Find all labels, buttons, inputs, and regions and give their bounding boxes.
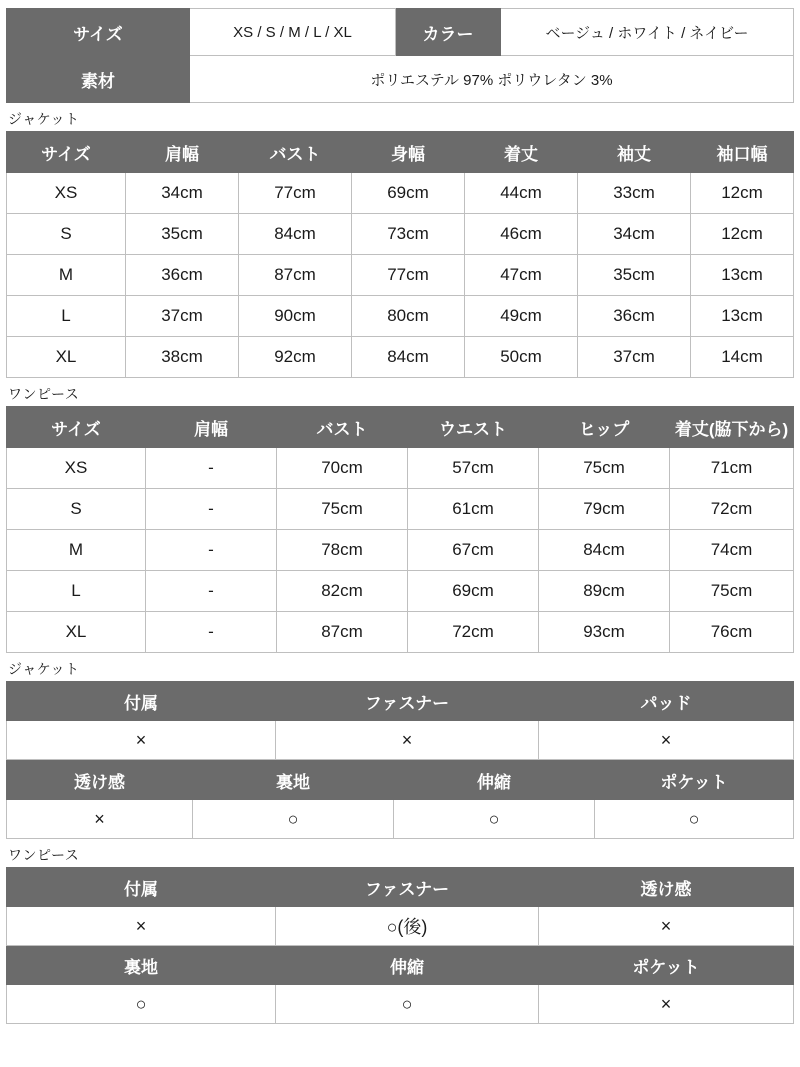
col-header-length: 着丈 <box>465 132 578 173</box>
cell: 70cm <box>277 448 408 489</box>
table-row <box>7 800 794 839</box>
table-row <box>7 721 794 760</box>
table-row <box>7 9 794 56</box>
attr-value-lining: ○ <box>193 800 394 839</box>
spec-color-value: ベージュ / ホワイト / ネイビー <box>501 9 794 56</box>
attr-header-sheer: 透け感 <box>7 761 193 800</box>
cell: 74cm <box>670 530 794 571</box>
attr-value-sheer: × <box>539 907 794 946</box>
cell: 84cm <box>352 337 465 378</box>
attr-value-pocket: ○ <box>595 800 794 839</box>
col-header-sleeve: 袖丈 <box>578 132 691 173</box>
cell: 71cm <box>670 448 794 489</box>
cell: 37cm <box>126 296 239 337</box>
table-header-row <box>7 407 794 448</box>
cell: 57cm <box>408 448 539 489</box>
cell: 72cm <box>408 612 539 653</box>
cell: 44cm <box>465 173 578 214</box>
table-row <box>7 56 794 103</box>
cell: 14cm <box>691 337 794 378</box>
cell: 36cm <box>578 296 691 337</box>
cell: M <box>7 530 146 571</box>
cell: 34cm <box>578 214 691 255</box>
cell: 12cm <box>691 214 794 255</box>
cell: 75cm <box>670 571 794 612</box>
jacket-attrs-label: ジャケット <box>8 661 80 677</box>
cell: 77cm <box>352 255 465 296</box>
cell: 35cm <box>126 214 239 255</box>
attr-value-stretch: ○ <box>276 985 539 1024</box>
spec-color-header: カラー <box>396 9 501 56</box>
cell: 73cm <box>352 214 465 255</box>
cell: XS <box>7 173 126 214</box>
attr-header-stretch: 伸縮 <box>276 946 539 985</box>
table-row <box>7 255 794 296</box>
attr-header-lining: 裏地 <box>7 946 276 985</box>
table-row <box>7 296 794 337</box>
cell: 87cm <box>239 255 352 296</box>
cell: 34cm <box>126 173 239 214</box>
attr-header-sheer: 透け感 <box>539 868 794 907</box>
cell: 47cm <box>465 255 578 296</box>
attr-value-accessory: × <box>7 907 276 946</box>
col-header-hip: ヒップ <box>539 407 670 448</box>
cell: 78cm <box>277 530 408 571</box>
cell: 36cm <box>126 255 239 296</box>
cell: 89cm <box>539 571 670 612</box>
cell: 93cm <box>539 612 670 653</box>
cell: 35cm <box>578 255 691 296</box>
onepiece-size-label: ワンピース <box>8 386 80 402</box>
attr-header-pad: パッド <box>539 682 794 721</box>
col-header-waist: ウエスト <box>408 407 539 448</box>
spec-material-header: 素材 <box>7 56 190 103</box>
attr-header-pocket: ポケット <box>539 946 794 985</box>
attr-value-zipper: × <box>276 721 539 760</box>
cell: 61cm <box>408 489 539 530</box>
cell: 82cm <box>277 571 408 612</box>
cell: XL <box>7 612 146 653</box>
col-header-size: サイズ <box>7 132 126 173</box>
table-header-row <box>7 132 794 173</box>
onepiece-attributes-table <box>6 867 794 1024</box>
table-row <box>7 530 794 571</box>
cell: 72cm <box>670 489 794 530</box>
cell: 69cm <box>408 571 539 612</box>
table-row <box>7 337 794 378</box>
col-header-bust: バスト <box>277 407 408 448</box>
attr-value-sheer: × <box>7 800 193 839</box>
cell: 79cm <box>539 489 670 530</box>
attr-header-accessory: 付属 <box>7 868 276 907</box>
cell: 33cm <box>578 173 691 214</box>
attr-value-stretch: ○ <box>394 800 595 839</box>
cell: 76cm <box>670 612 794 653</box>
spec-size-header: サイズ <box>7 9 190 56</box>
col-header-bust: バスト <box>239 132 352 173</box>
attr-header-accessory: 付属 <box>7 682 276 721</box>
attr-value-lining: ○ <box>7 985 276 1024</box>
col-header-size: サイズ <box>7 407 146 448</box>
cell: S <box>7 214 126 255</box>
cell: 37cm <box>578 337 691 378</box>
attr-header-zipper: ファスナー <box>276 868 539 907</box>
cell: 84cm <box>539 530 670 571</box>
attr-value-zipper: ○(後) <box>276 907 539 946</box>
jacket-attributes-table-2 <box>6 760 794 839</box>
attr-header-stretch: 伸縮 <box>394 761 595 800</box>
table-header-row <box>7 946 794 985</box>
cell: 75cm <box>539 448 670 489</box>
cell: 90cm <box>239 296 352 337</box>
jacket-attributes-table <box>6 681 794 760</box>
attr-header-zipper: ファスナー <box>276 682 539 721</box>
jacket-size-table <box>6 131 794 378</box>
attr-header-lining: 裏地 <box>193 761 394 800</box>
col-header-shoulder: 肩幅 <box>126 132 239 173</box>
cell: - <box>146 530 277 571</box>
attr-value-pad: × <box>539 721 794 760</box>
attr-header-pocket: ポケット <box>595 761 794 800</box>
cell: 80cm <box>352 296 465 337</box>
cell: 69cm <box>352 173 465 214</box>
spec-table <box>6 8 794 103</box>
attr-value-pocket: × <box>539 985 794 1024</box>
cell: 77cm <box>239 173 352 214</box>
table-row <box>7 448 794 489</box>
col-header-length: 着丈(脇下から) <box>670 407 794 448</box>
cell: 92cm <box>239 337 352 378</box>
onepiece-size-table <box>6 406 794 653</box>
table-row <box>7 214 794 255</box>
table-row <box>7 985 794 1024</box>
table-header-row <box>7 682 794 721</box>
table-row <box>7 612 794 653</box>
table-header-row <box>7 868 794 907</box>
cell: 75cm <box>277 489 408 530</box>
cell: M <box>7 255 126 296</box>
cell: 67cm <box>408 530 539 571</box>
cell: S <box>7 489 146 530</box>
attr-value-accessory: × <box>7 721 276 760</box>
cell: 50cm <box>465 337 578 378</box>
cell: - <box>146 489 277 530</box>
cell: 12cm <box>691 173 794 214</box>
table-row <box>7 489 794 530</box>
table-header-row <box>7 761 794 800</box>
cell: 87cm <box>277 612 408 653</box>
onepiece-attrs-label: ワンピース <box>8 847 80 863</box>
table-row <box>7 173 794 214</box>
cell: 38cm <box>126 337 239 378</box>
cell: XL <box>7 337 126 378</box>
cell: L <box>7 571 146 612</box>
table-row <box>7 571 794 612</box>
spec-material-value: ポリエステル 97% ポリウレタン 3% <box>190 56 794 103</box>
cell: 84cm <box>239 214 352 255</box>
spec-size-value: XS / S / M / L / XL <box>190 9 396 56</box>
col-header-width: 身幅 <box>352 132 465 173</box>
cell: 13cm <box>691 296 794 337</box>
jacket-size-label: ジャケット <box>8 111 80 127</box>
table-row <box>7 907 794 946</box>
cell: XS <box>7 448 146 489</box>
cell: 49cm <box>465 296 578 337</box>
cell: - <box>146 612 277 653</box>
col-header-shoulder: 肩幅 <box>146 407 277 448</box>
cell: - <box>146 571 277 612</box>
cell: L <box>7 296 126 337</box>
cell: 13cm <box>691 255 794 296</box>
col-header-cuff: 袖口幅 <box>691 132 794 173</box>
cell: 46cm <box>465 214 578 255</box>
cell: - <box>146 448 277 489</box>
